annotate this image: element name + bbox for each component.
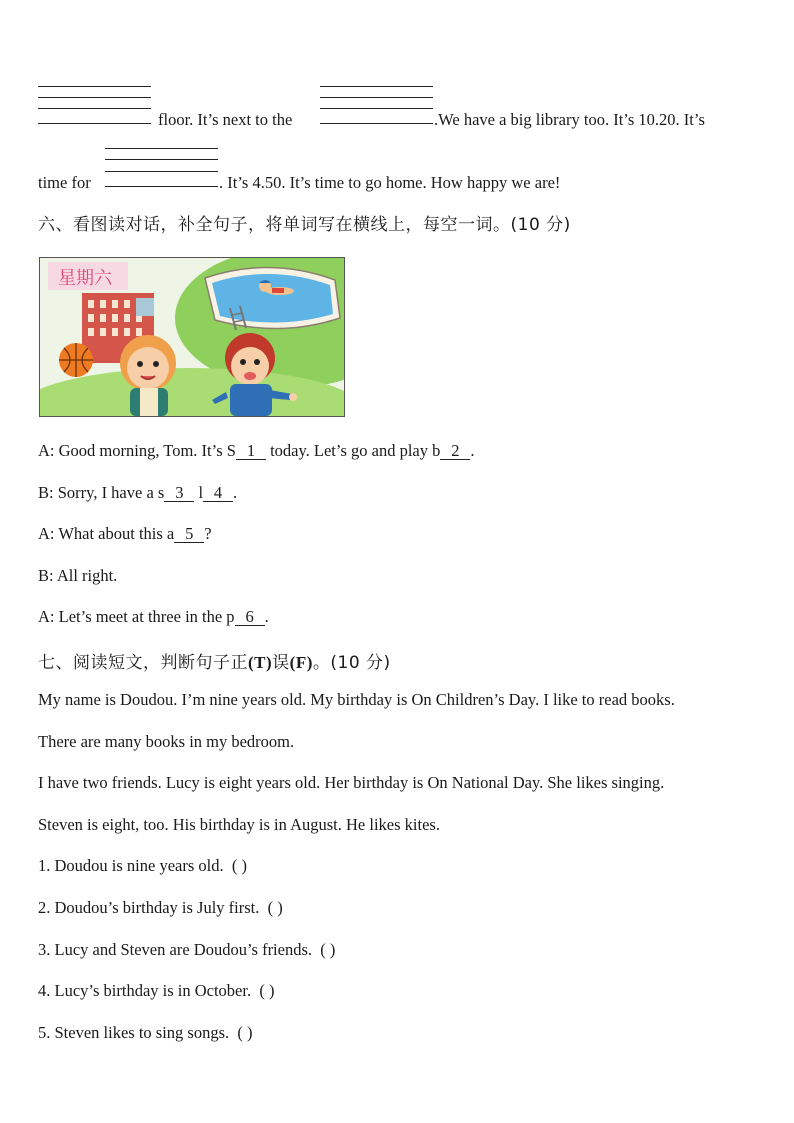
writing-line bbox=[38, 97, 151, 98]
section6-heading: 六、看图读对话，补全句子，将单词写在横线上，每空一词。(10 分) bbox=[38, 215, 571, 235]
passage-paragraph-1: My name is Doudou. I’m nine years old. My birthday is On Children’s Day. I like to read books. bbox=[38, 690, 675, 709]
question-1: 1. Doudou is nine years old. ( ) bbox=[38, 856, 247, 875]
writing-line bbox=[320, 86, 433, 87]
writing-line bbox=[38, 108, 151, 109]
writing-line bbox=[105, 171, 218, 172]
dialogue-line-3: A: What about this a 5 ? bbox=[38, 524, 212, 543]
passage-line-2b: . It’s 4.50. It’s time to go home. How happy we are! bbox=[219, 173, 561, 192]
writing-line bbox=[320, 108, 433, 109]
answer-paren-3[interactable]: ( ) bbox=[320, 940, 336, 959]
writing-line bbox=[38, 86, 151, 87]
blank-6[interactable]: 6 bbox=[235, 609, 265, 626]
question-2: 2. Doudou’s birthday is July first. ( ) bbox=[38, 898, 283, 917]
cartoon-illustration bbox=[40, 258, 344, 416]
blank-5[interactable]: 5 bbox=[174, 526, 204, 543]
blank-4[interactable]: 4 bbox=[203, 485, 233, 502]
writing-line bbox=[105, 148, 218, 149]
question-5: 5. Steven likes to sing songs. ( ) bbox=[38, 1023, 253, 1042]
passage-paragraph-2: There are many books in my bedroom. bbox=[38, 732, 295, 751]
writing-line bbox=[38, 123, 151, 124]
dialogue-line-4: B: All right. bbox=[38, 566, 118, 585]
passage-paragraph-4: Steven is eight, too. His birthday is in August. He likes kites. bbox=[38, 815, 440, 834]
dialogue-line-5: A: Let’s meet at three in the p 6 . bbox=[38, 607, 269, 626]
answer-paren-1[interactable]: ( ) bbox=[231, 856, 247, 875]
answer-paren-4[interactable]: ( ) bbox=[259, 981, 275, 1000]
blank-3[interactable]: 3 bbox=[164, 485, 194, 502]
passage-line-1a: floor. It’s next to the bbox=[158, 110, 293, 129]
passage-line-1b: .We have a big library too. It’s 10.20. It’s bbox=[434, 110, 705, 129]
section7-heading: 七、阅读短文，判断句子正(T)误(F)。(10 分) bbox=[38, 653, 391, 673]
writing-line bbox=[105, 186, 218, 187]
passage-paragraph-3: I have two friends. Lucy is eight years old. Her birthday is On National Day. She likes singing. bbox=[38, 773, 665, 792]
writing-line bbox=[320, 97, 433, 98]
blank-1[interactable]: 1 bbox=[236, 443, 266, 460]
passage-line-2a: time for bbox=[38, 173, 91, 192]
picture-label: 星期六 bbox=[58, 268, 112, 289]
question-3: 3. Lucy and Steven are Doudou’s friends. ( ) bbox=[38, 940, 336, 959]
question-4: 4. Lucy’s birthday is in October. ( ) bbox=[38, 981, 275, 1000]
dialogue-picture bbox=[39, 257, 345, 417]
answer-paren-2[interactable]: ( ) bbox=[267, 898, 283, 917]
answer-paren-5[interactable]: ( ) bbox=[237, 1023, 253, 1042]
writing-line bbox=[320, 123, 433, 124]
dialogue-line-2: B: Sorry, I have a s 3 l 4 . bbox=[38, 483, 238, 502]
writing-line bbox=[105, 159, 218, 160]
dialogue-line-1: A: Good morning, Tom. It’s S 1 today. Let’s go and play b 2 . bbox=[38, 441, 475, 460]
blank-2[interactable]: 2 bbox=[440, 443, 470, 460]
